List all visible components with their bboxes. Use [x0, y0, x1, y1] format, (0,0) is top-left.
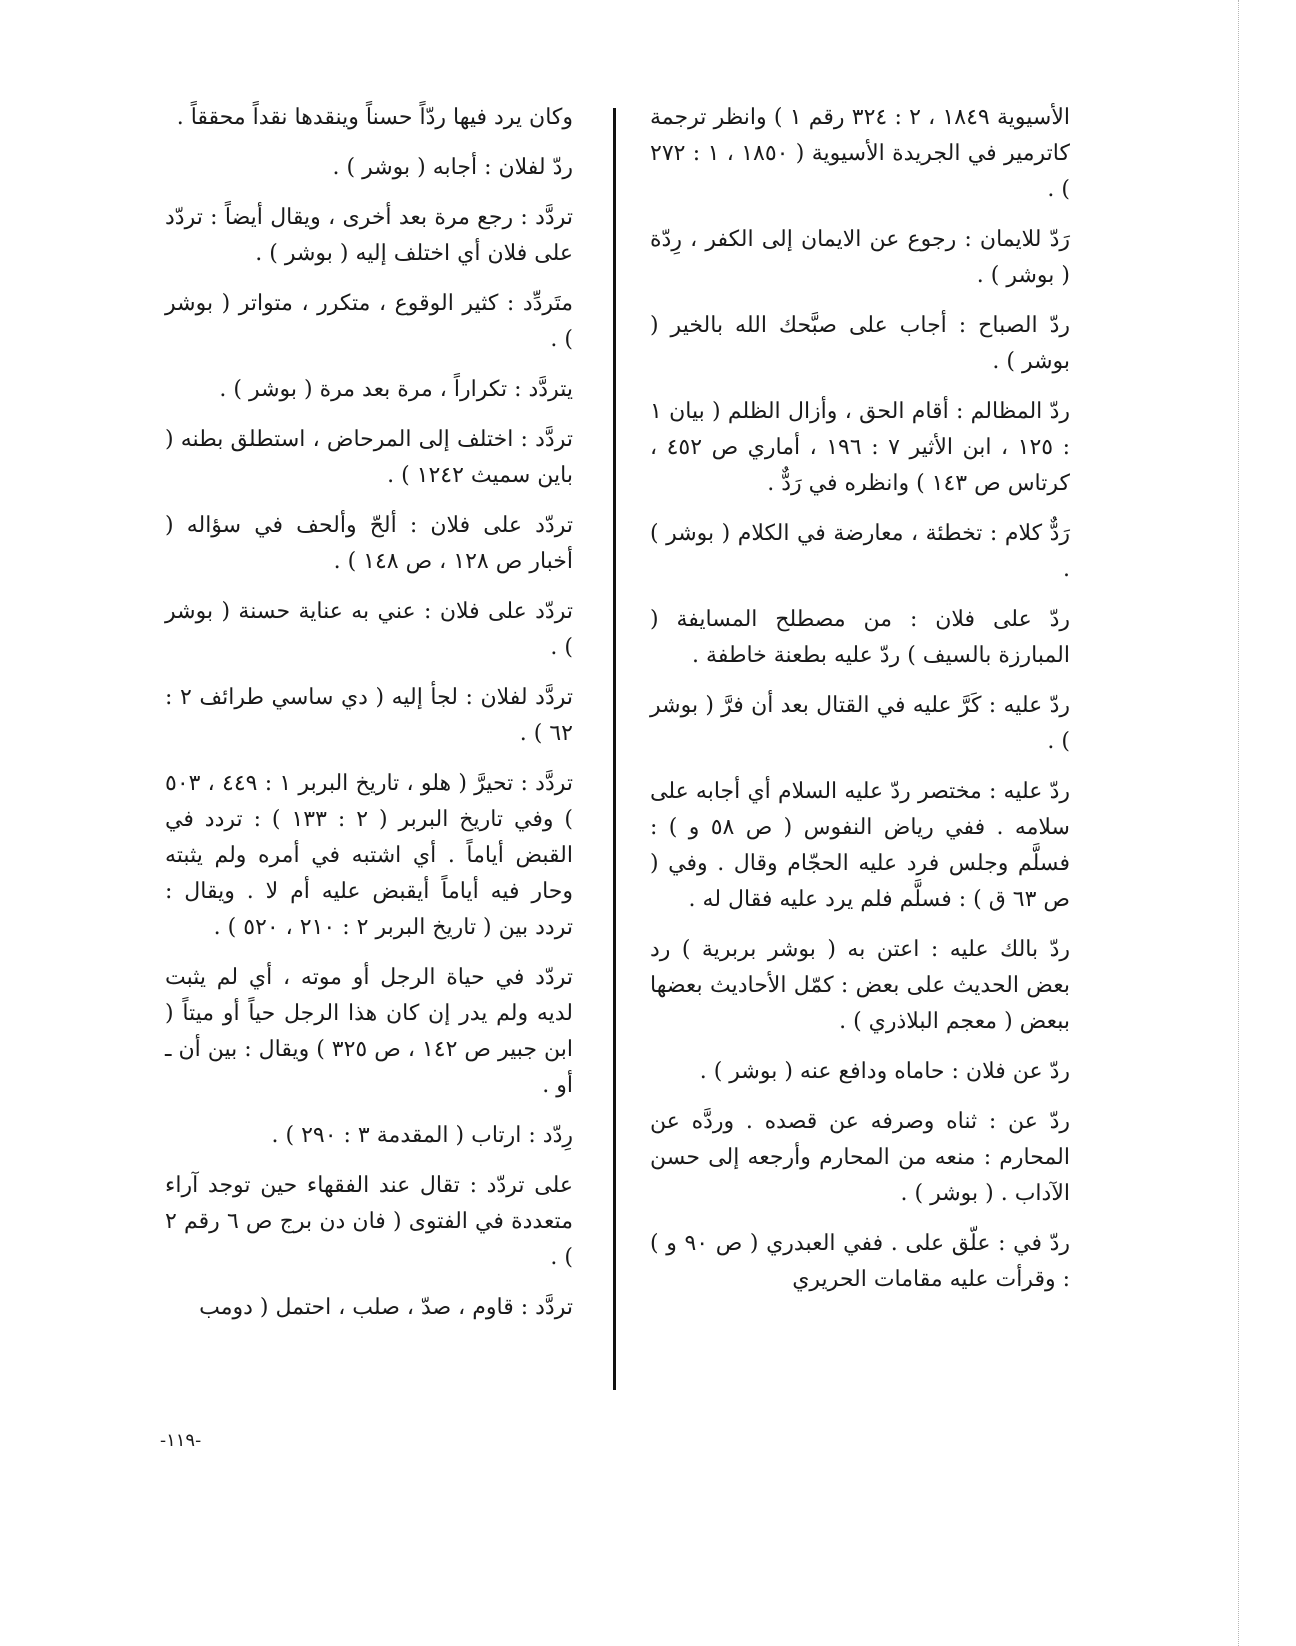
entry: يتردَّد : تكراراً ، مرة بعد مرة ( بوشر ) . [219, 377, 573, 402]
left-column [165, 100, 573, 1340]
entry: رِدّد : ارتاب ( المقدمة ٣ : ٢٩٠ ) . [271, 1123, 573, 1148]
page-number: -١١٩- [160, 1430, 202, 1451]
entry: ردّ عن : ثناه وصرفه عن قصده . وردَّه عن المحارم : منعه من المحارم وأرجعه إلى حسن الآداب . ( بوشر ) . [650, 1109, 1070, 1206]
entry: وكان يرد فيها ردّاً حسناً وينقدها نقداً محققاً . [176, 105, 573, 130]
entry: ردّ عليه : كَرَّ عليه في القتال بعد أن فرَّ ( بوشر ) . [650, 693, 1070, 754]
entry: تردَّد : تحيرَّ ( هلو ، تاريخ البربر ١ : ٤٤٩ ، ٥٠٣ ) وفي تاريخ البربر ( ٢ : ١٣٣ ) : تردد في القبض أياماً . أي اشتبه في أمره ولم يثبته وحار فيه أياماً أيقبض عليه أم لا . ويقال : تردد بين ( تاريخ البربر ٢ : ٢١٠ ، ٥٢٠ ) . [165, 771, 573, 940]
entry: تردّد على فلان : ألحّ وألحف في سؤاله ( أخبار ص ١٢٨ ، ص ١٤٨ ) . [165, 513, 573, 574]
entry: ردّ عليه : مختصر ردّ عليه السلام أي أجابه على سلامه . ففي رياض النفوس ( ص ٥٨ و ) : فسلَّم وجلس فرد عليه الحجّام وقال . وفي ( ص ٦٣ ق ) : فسلَّم فلم يرد عليه فقال له . [650, 779, 1070, 912]
entry: رَدّ للايمان : رجوع عن الايمان إلى الكفر ، رِدّة ( بوشر ) . [650, 227, 1070, 288]
entry: رَدٌّ كلام : تخطئة ، معارضة في الكلام ( بوشر ) . [650, 521, 1070, 582]
entry: تردَّد لفلان : لجأ إليه ( دي ساسي طرائف ٢ : ٦٢ ) . [165, 685, 574, 746]
entry: ردّ عن فلان : حاماه ودافع عنه ( بوشر ) . [699, 1059, 1070, 1084]
entry: ردّ في : علّق على . ففي العبدري ( ص ٩٠ و ) : وقرأت عليه مقامات الحريري [650, 1231, 1070, 1292]
entry: ردّ لفلان : أجابه ( بوشر ) . [332, 155, 573, 180]
right-column [650, 100, 1070, 1312]
entry: متَردِّد : كثير الوقوع ، متكرر ، متواتر ( بوشر ) . [165, 291, 573, 352]
entry: ردّ المظالم : أقام الحق ، وأزال الظلم ( بيان ١ : ١٢٥ ، ابن الأثير ٧ : ١٩٦ ، أماري ص ٤٥٢ ، كرتاس ص ١٤٣ ) وانظره في رَدٌّ . [650, 399, 1070, 496]
entry: ردّ بالك عليه : اعتن به ( بوشر بربرية ) رد بعض الحديث على بعض : كمّل الأحاديث بعضها ببعض ( معجم البلاذري ) . [650, 937, 1070, 1034]
entry: على تردّد : تقال عند الفقهاء حين توجد آراء متعددة في الفتوى ( فان دن برج ص ٦ رقم ٢ ) . [165, 1173, 573, 1270]
column-divider [613, 108, 616, 1390]
page-edge-line [1238, 0, 1240, 1646]
entry: تردَّد : رجع مرة بعد أخرى ، ويقال أيضاً : تردّد على فلان أي اختلف إليه ( بوشر ) . [165, 205, 573, 266]
entry: تردَّد : اختلف إلى المرحاض ، استطلق بطنه ( باين سميث ١٢٤٢ ) . [165, 427, 573, 488]
entry: تردّد في حياة الرجل أو موته ، أي لم يثبت لديه ولم يدر إن كان هذا الرجل حياً أو ميتاً ( ابن جبير ص ١٤٢ ، ص ٣٢٥ ) ويقال : بين أن ـ أو . [165, 965, 573, 1098]
entry: الأسيوية ١٨٤٩ ، ٢ : ٣٢٤ رقم ١ ) وانظر ترجمة كاترمير في الجريدة الأسيوية ( ١٨٥٠ ، ١ : ٢٧٢ ) . [650, 105, 1070, 202]
entry: ردّ الصباح : أجاب على صبَّحك الله بالخير ( بوشر ) . [650, 313, 1070, 374]
entry: تردَّد : قاوم ، صدّ ، صلب ، احتمل ( دومب [199, 1295, 573, 1320]
entry: ردّ على فلان : من مصطلح المسايفة ( المبارزة بالسيف ) ردّ عليه بطعنة خاطفة . [650, 607, 1070, 668]
entry: تردّد على فلان : عني به عناية حسنة ( بوشر ) . [165, 599, 573, 660]
